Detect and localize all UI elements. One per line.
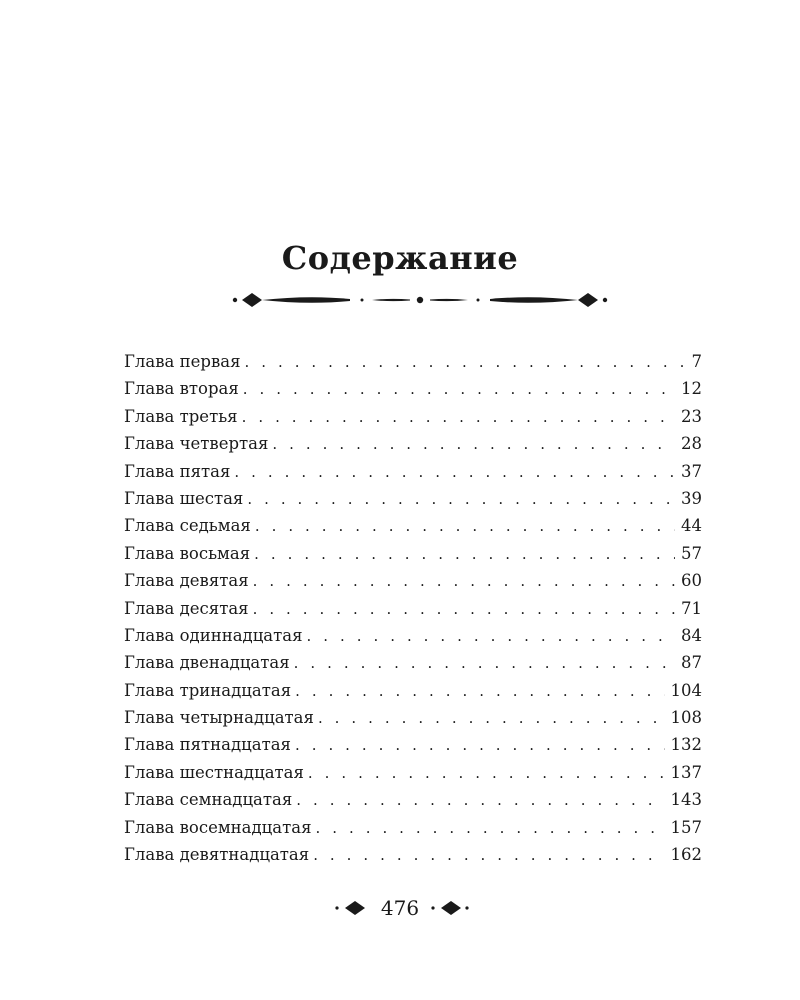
toc-entry-page: 23 — [681, 406, 702, 426]
toc-entry-page: 132 — [670, 735, 702, 755]
toc-entry-page: 60 — [681, 571, 702, 591]
dot-leader — [295, 736, 665, 754]
toc-entry-page: 28 — [681, 434, 702, 454]
toc-entry-page: 44 — [681, 516, 702, 536]
dot-leader — [247, 490, 675, 508]
toc-entry[interactable] — [124, 434, 702, 461]
page-title: Содержание — [281, 239, 519, 278]
dot-leader — [234, 463, 675, 481]
dot-leader — [313, 846, 664, 864]
toc-entry-label: Глава шестая — [124, 488, 244, 508]
toc-entry-page: 108 — [670, 708, 702, 728]
toc-entry-page: 162 — [670, 845, 702, 865]
toc-entry-label: Глава десятая — [124, 598, 249, 618]
toc-entry-page: 12 — [681, 379, 702, 399]
toc-entry[interactable] — [124, 653, 702, 680]
dot-leader — [308, 764, 665, 782]
toc-entry-label: Глава третья — [124, 406, 238, 426]
toc-entry[interactable] — [124, 845, 702, 872]
dot-leader — [242, 408, 675, 426]
toc-entry-page: 7 — [691, 352, 702, 371]
toc-entry-label: Глава девятая — [124, 571, 249, 591]
dot-leader — [307, 627, 675, 645]
toc-entry-page: 57 — [681, 543, 702, 563]
dot-leader — [244, 353, 685, 371]
flourish-divider-icon — [228, 288, 612, 312]
toc-entry[interactable] — [124, 571, 702, 598]
page-footer — [0, 896, 800, 920]
toc-entry-page: 39 — [681, 488, 702, 508]
toc-entry[interactable] — [124, 516, 702, 543]
toc-entry-label: Глава девятнадцатая — [124, 845, 310, 865]
toc-entry-page: 37 — [681, 461, 702, 481]
toc-entry[interactable] — [124, 544, 702, 571]
dot-leader — [255, 517, 675, 535]
toc-entry-label: Глава четвертая — [124, 434, 269, 454]
toc-entry-page: 104 — [670, 680, 702, 700]
toc-entry-label: Глава первая — [124, 352, 241, 371]
toc-entry-label: Глава восьмая — [124, 543, 251, 563]
table-of-contents — [124, 352, 702, 872]
toc-entry-page: 84 — [681, 625, 702, 645]
toc-entry-label: Глава семнадцатая — [124, 790, 293, 810]
toc-entry[interactable] — [124, 489, 702, 516]
toc-entry[interactable] — [124, 599, 702, 626]
diamond-icon — [427, 900, 471, 916]
toc-entry-label: Глава седьмая — [124, 516, 251, 536]
toc-entry-label: Глава пятнадцатая — [124, 735, 291, 755]
toc-entry-label: Глава шестнадцатая — [124, 762, 304, 782]
dot-leader — [253, 600, 675, 618]
toc-entry-label: Глава двенадцатая — [124, 653, 290, 673]
toc-entry[interactable] — [124, 681, 702, 708]
toc-entry-page: 143 — [670, 790, 702, 810]
toc-entry[interactable] — [124, 763, 702, 790]
dot-leader — [272, 435, 675, 453]
dot-leader — [318, 709, 665, 727]
page-number: 476 — [380, 896, 420, 920]
toc-entry[interactable] — [124, 407, 702, 434]
diamond-icon — [329, 900, 373, 916]
toc-entry[interactable] — [124, 735, 702, 762]
toc-entry-label: Глава пятая — [124, 461, 231, 481]
toc-entry[interactable] — [124, 352, 702, 379]
toc-entry-label: Глава восемнадцатая — [124, 817, 312, 837]
toc-entry[interactable] — [124, 626, 702, 653]
dot-leader — [254, 545, 675, 563]
toc-entry-page: 157 — [670, 817, 702, 837]
toc-entry-label: Глава вторая — [124, 379, 239, 399]
toc-entry-page: 87 — [681, 653, 702, 673]
toc-entry-label: Глава четырнадцатая — [124, 708, 314, 728]
dot-leader — [296, 791, 664, 809]
toc-entry[interactable] — [124, 818, 702, 845]
toc-entry-label: Глава одиннадцатая — [124, 625, 303, 645]
dot-leader — [295, 682, 664, 700]
toc-entry[interactable] — [124, 790, 702, 817]
dot-leader — [253, 572, 675, 590]
toc-entry-page: 137 — [670, 762, 702, 782]
toc-entry[interactable] — [124, 462, 702, 489]
dot-leader — [316, 819, 665, 837]
toc-entry-page: 71 — [681, 598, 702, 618]
toc-entry[interactable] — [124, 708, 702, 735]
toc-entry-label: Глава тринадцатая — [124, 680, 292, 700]
toc-entry[interactable] — [124, 379, 702, 406]
dot-leader — [294, 654, 675, 672]
dot-leader — [243, 380, 675, 398]
